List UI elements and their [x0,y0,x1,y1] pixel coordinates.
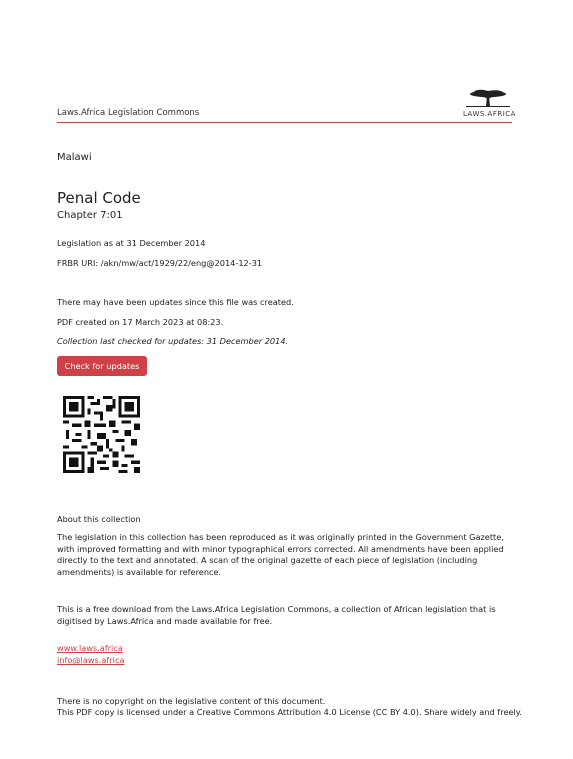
about-heading: About this collection [57,514,141,524]
email-link[interactable]: info@laws.africa [57,655,125,665]
pdf-created: PDF created on 17 March 2023 at 08:23. [57,317,224,327]
check-for-updates-button[interactable]: Check for updates [57,356,147,376]
copyright-note: There is no copyright on the legislative content of this document. [57,696,326,706]
header-rule [57,122,512,123]
document-chapter: Chapter 7:01 [57,210,123,221]
website-link[interactable]: www.laws.africa [57,643,123,653]
qr-code-icon[interactable] [63,396,140,473]
about-body: The legislation in this collection has been reproduced as it was originally printed in the Government Gazette, with improved formatting and with minor typographical errors corrected. All amendments have been applied directly to the text and annotated. A scan of the original gazette of each piece of legislation (including amendments) is available for reference. [57,532,504,577]
frbr-uri: FRBR URI: /akn/mw/act/1929/22/eng@2014-12-31 [57,258,263,268]
logo-text: LAWS.AFRICA [463,110,516,118]
legislation-as-at: Legislation as at 31 December 2014 [57,238,206,248]
collection-header-title: Laws.Africa Legislation Commons [57,108,200,118]
collection-last-checked: Collection last checked for updates: 31 December 2014. [57,336,289,346]
jurisdiction: Malawi [57,152,92,163]
updates-note: There may have been updates since this file was created. [57,297,294,307]
document-title: Penal Code [57,189,141,207]
free-download-note: This is a free download from the Laws.Africa Legislation Commons, a collection of African legislation that is digitised by Laws.Africa and made available for free. [57,604,496,626]
license-note: This PDF copy is licensed under a Creative Commons Attribution 4.0 License (CC BY 4.0). Share widely and freely. [57,707,523,717]
